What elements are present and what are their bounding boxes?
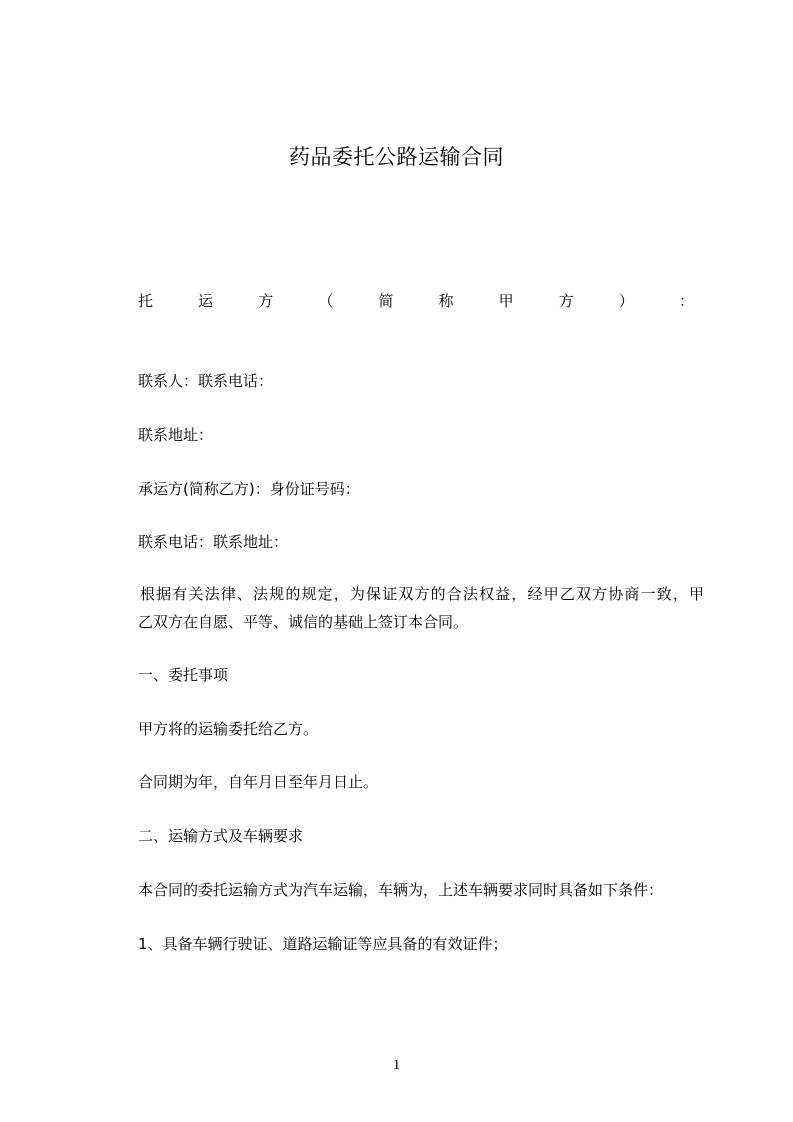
consignor-char: （: [318, 292, 334, 310]
consignor-char: 方: [558, 292, 574, 310]
section2-item-1: 1、具备车辆行驶证、道路运输证等应具备的有效证件；: [138, 935, 508, 953]
intro-line-2: 乙双方在自愿、平等、诚信的基础上签订本合同。: [138, 613, 469, 631]
carrier-line: 承运方(简称乙方)：身份证号码：: [138, 480, 360, 498]
section1-heading: 一、委托事项: [138, 666, 229, 684]
consignor-char: 方: [258, 292, 274, 310]
consignor-char: 运: [198, 292, 214, 310]
contact-person-line: 联系人：联系电话：: [138, 372, 274, 390]
consignor-char: 甲: [498, 292, 514, 310]
intro-line-1: 根据有关法律、法规的规定，为保证双方的合法权益，经甲乙双方协商一致，甲: [140, 585, 704, 603]
intro-paragraph: [138, 580, 704, 636]
section2-line-1: 本合同的委托运输方式为汽车运输，车辆为，上述车辆要求同时具备如下条件：: [138, 881, 664, 899]
carrier-contact-line: 联系电话：联系地址：: [138, 533, 289, 551]
consignor-char: 托: [138, 292, 154, 310]
consignor-char: ）: [618, 292, 634, 310]
contact-address-line: 联系地址：: [138, 426, 214, 444]
section1-line-2: 合同期为年，自年月日至年月日止。: [138, 773, 379, 791]
consignor-char: 称: [438, 292, 454, 310]
page-number: 1: [392, 1057, 401, 1073]
consignor-char: 简: [378, 292, 394, 310]
document-title: 药品委托公路运输合同: [289, 145, 504, 169]
section1-line-1: 甲方将的运输委托给乙方。: [138, 720, 319, 738]
section2-heading: 二、运输方式及车辆要求: [138, 827, 304, 845]
consignor-char: ：: [678, 292, 694, 310]
consignor-line: [138, 290, 694, 312]
